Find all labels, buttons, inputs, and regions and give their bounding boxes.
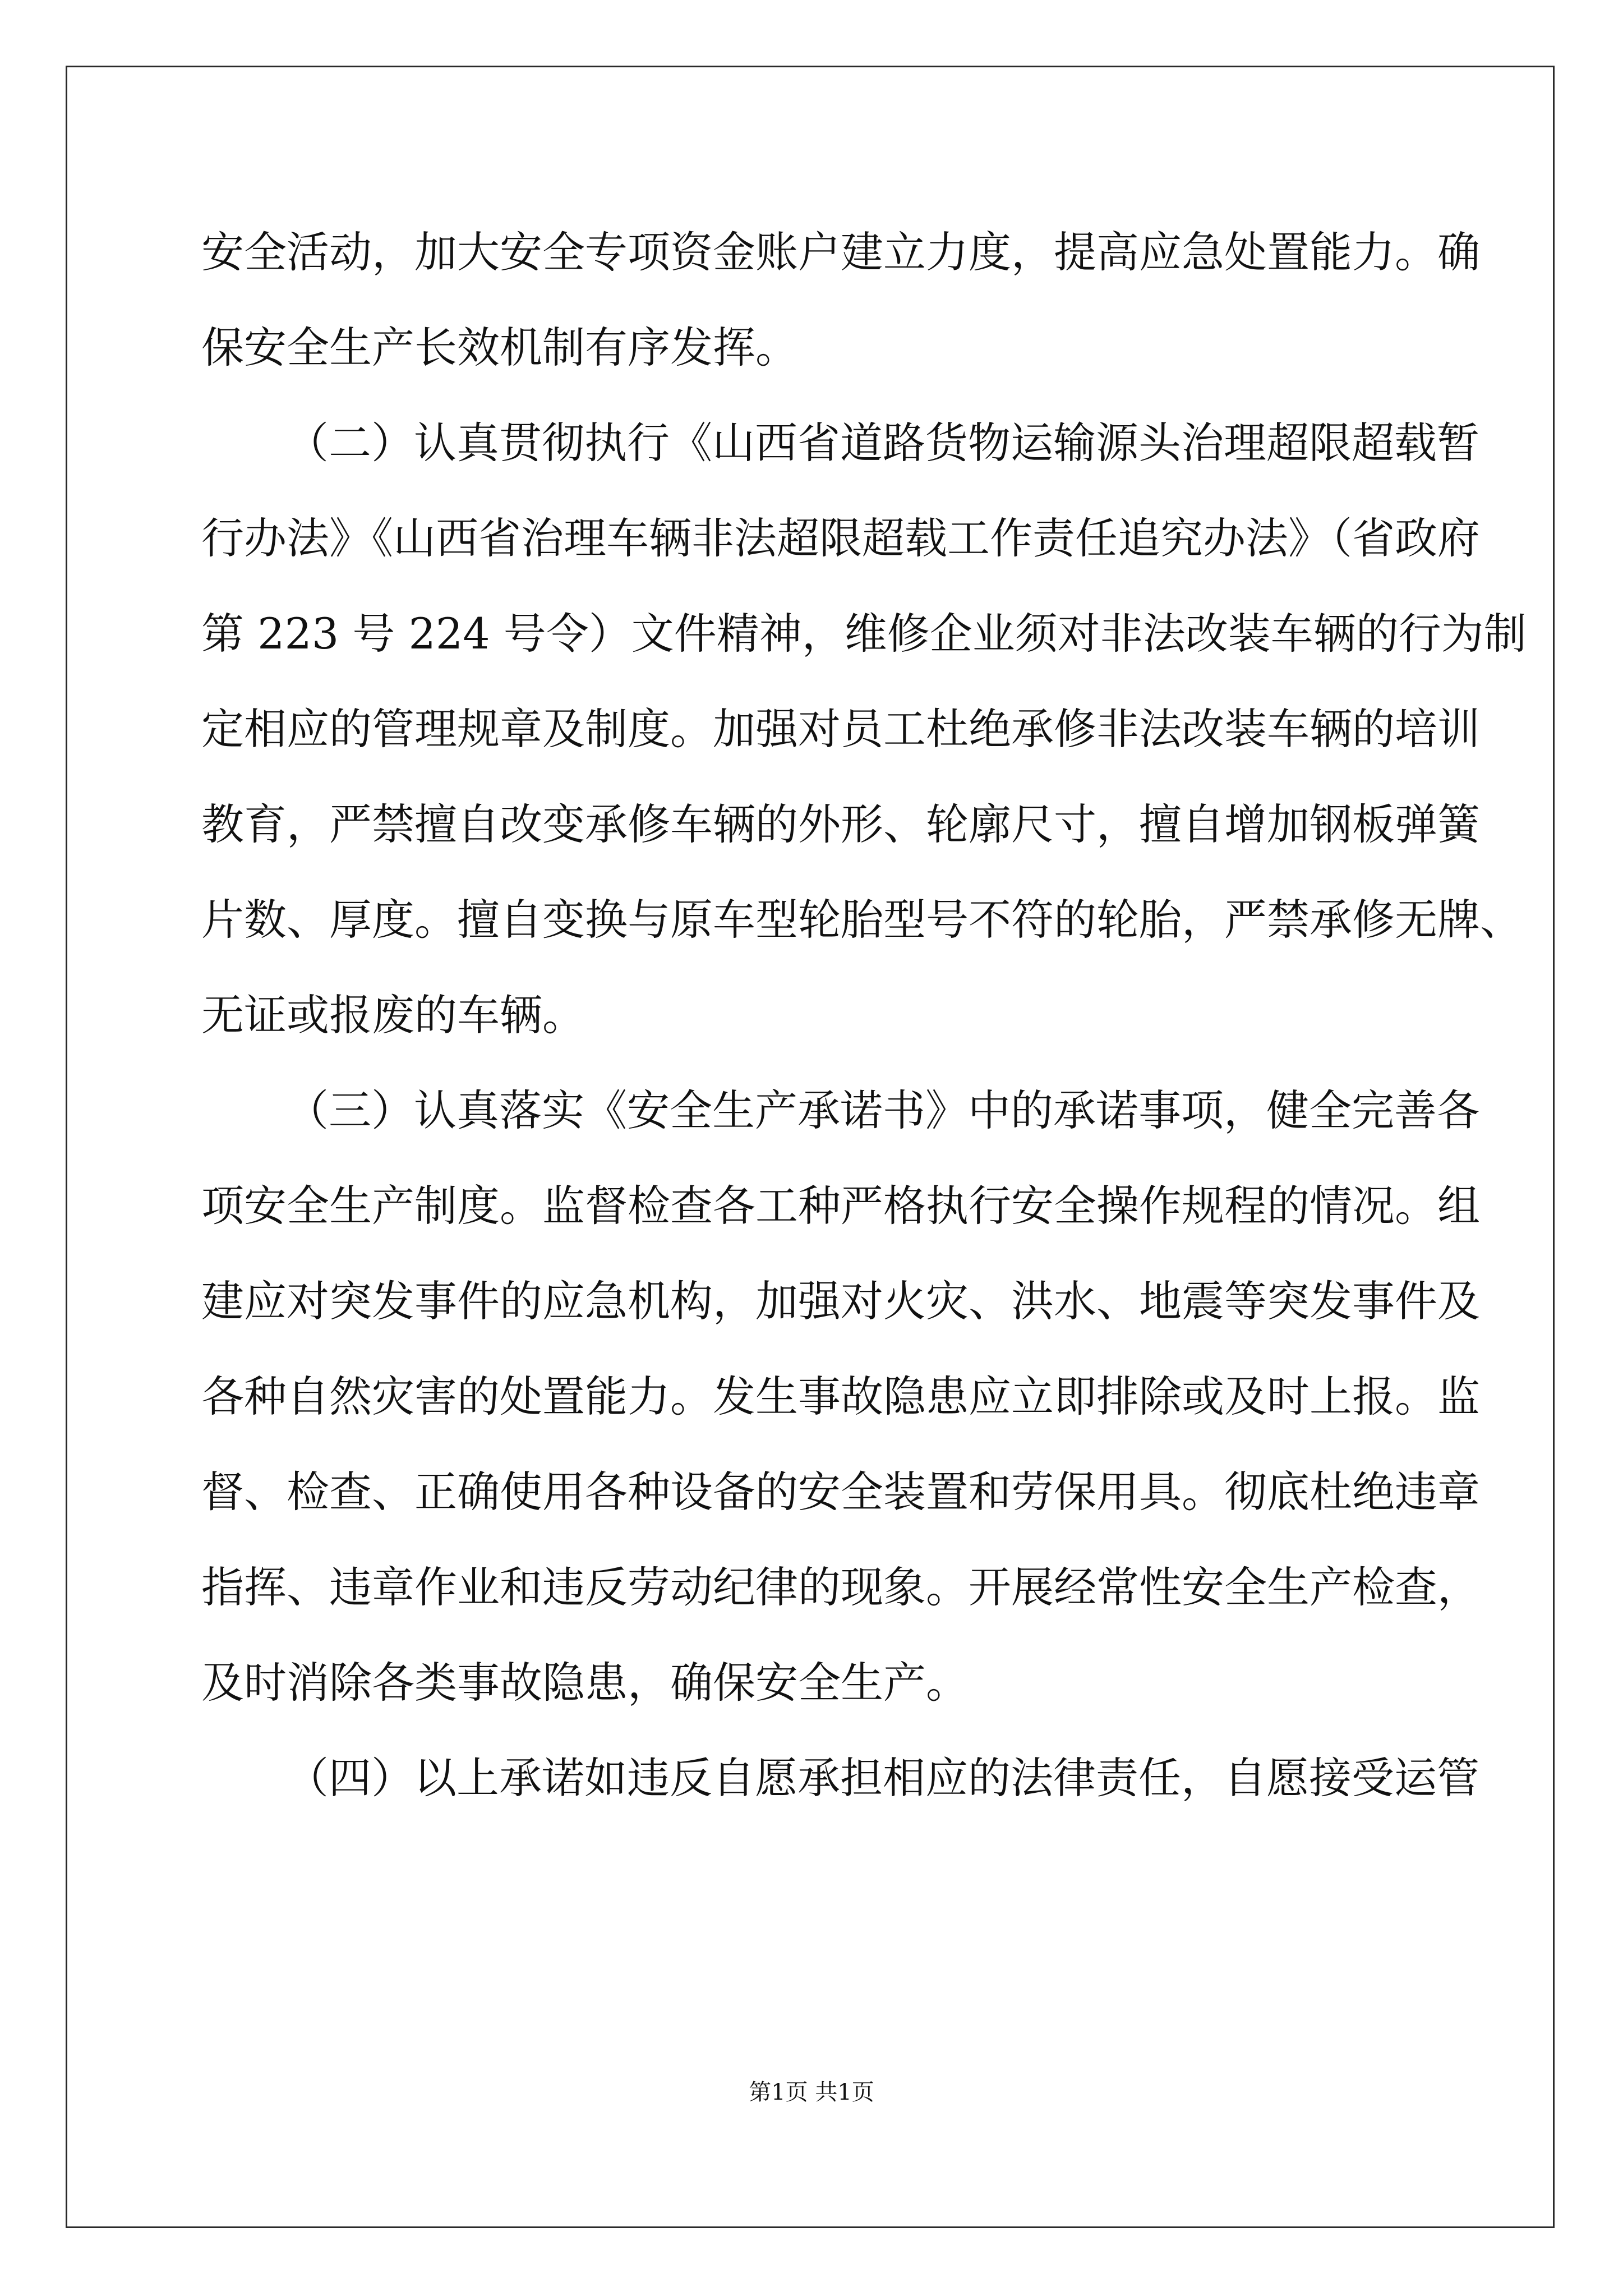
- text-line-12: 建应对突发事件的应急机构，加强对火灾、洪水、地震等突发事件及: [201, 1276, 1480, 1326]
- text-line-2: 保安全生产长效机制有序发挥。: [201, 323, 798, 372]
- text-line-5: 第 223 号 224 号令）文件精神，维修企业须对非法改装车辆的行为制: [201, 609, 1527, 659]
- text-line-14: 督、检查、正确使用各种设备的安全装置和劳保用具。彻底杜绝违章: [201, 1467, 1480, 1517]
- text-line-16: 及时消除各类事故隐患，确保安全生产。: [201, 1658, 969, 1708]
- text-line-17: （四）以上承诺如违反自愿承担相应的法律责任，自愿接受运管: [286, 1753, 1479, 1803]
- text-line-15: 指挥、违章作业和违反劳动纪律的现象。开展经常性安全生产检查，: [201, 1562, 1480, 1612]
- text-line-6: 定相应的管理规章及制度。加强对员工杜绝承修非法改装车辆的培训: [201, 704, 1480, 754]
- text-line-10: （三）认真落实《安全生产承诺书》中的承诺事项，健全完善各: [286, 1085, 1479, 1135]
- text-line-11: 项安全生产制度。监督检查各工种严格执行安全操作规程的情况。组: [201, 1181, 1480, 1231]
- page-border: [66, 66, 1555, 2228]
- text-line-1: 安全活动，加大安全专项资金账户建立力度，提高应急处置能力。确: [201, 227, 1480, 277]
- text-line-4: 行办法》《山西省治理车辆非法超限超载工作责任追究办法》（省政府: [201, 513, 1480, 563]
- page-footer: 第1页 共1页: [749, 2079, 874, 2105]
- text-line-7: 教育，严禁擅自改变承修车辆的外形、轮廓尺寸，擅自增加钢板弹簧: [201, 799, 1480, 849]
- text-line-3: （二）认真贯彻执行《山西省道路货物运输源头治理超限超载暂: [286, 418, 1479, 468]
- text-line-8: 片数、厚度。擅自变换与原车型轮胎型号不符的轮胎，严禁承修无牌、: [201, 895, 1523, 945]
- text-line-9: 无证或报废的车辆。: [201, 990, 585, 1040]
- text-line-13: 各种自然灾害的处置能力。发生事故隐患应立即排除或及时上报。监: [201, 1372, 1480, 1421]
